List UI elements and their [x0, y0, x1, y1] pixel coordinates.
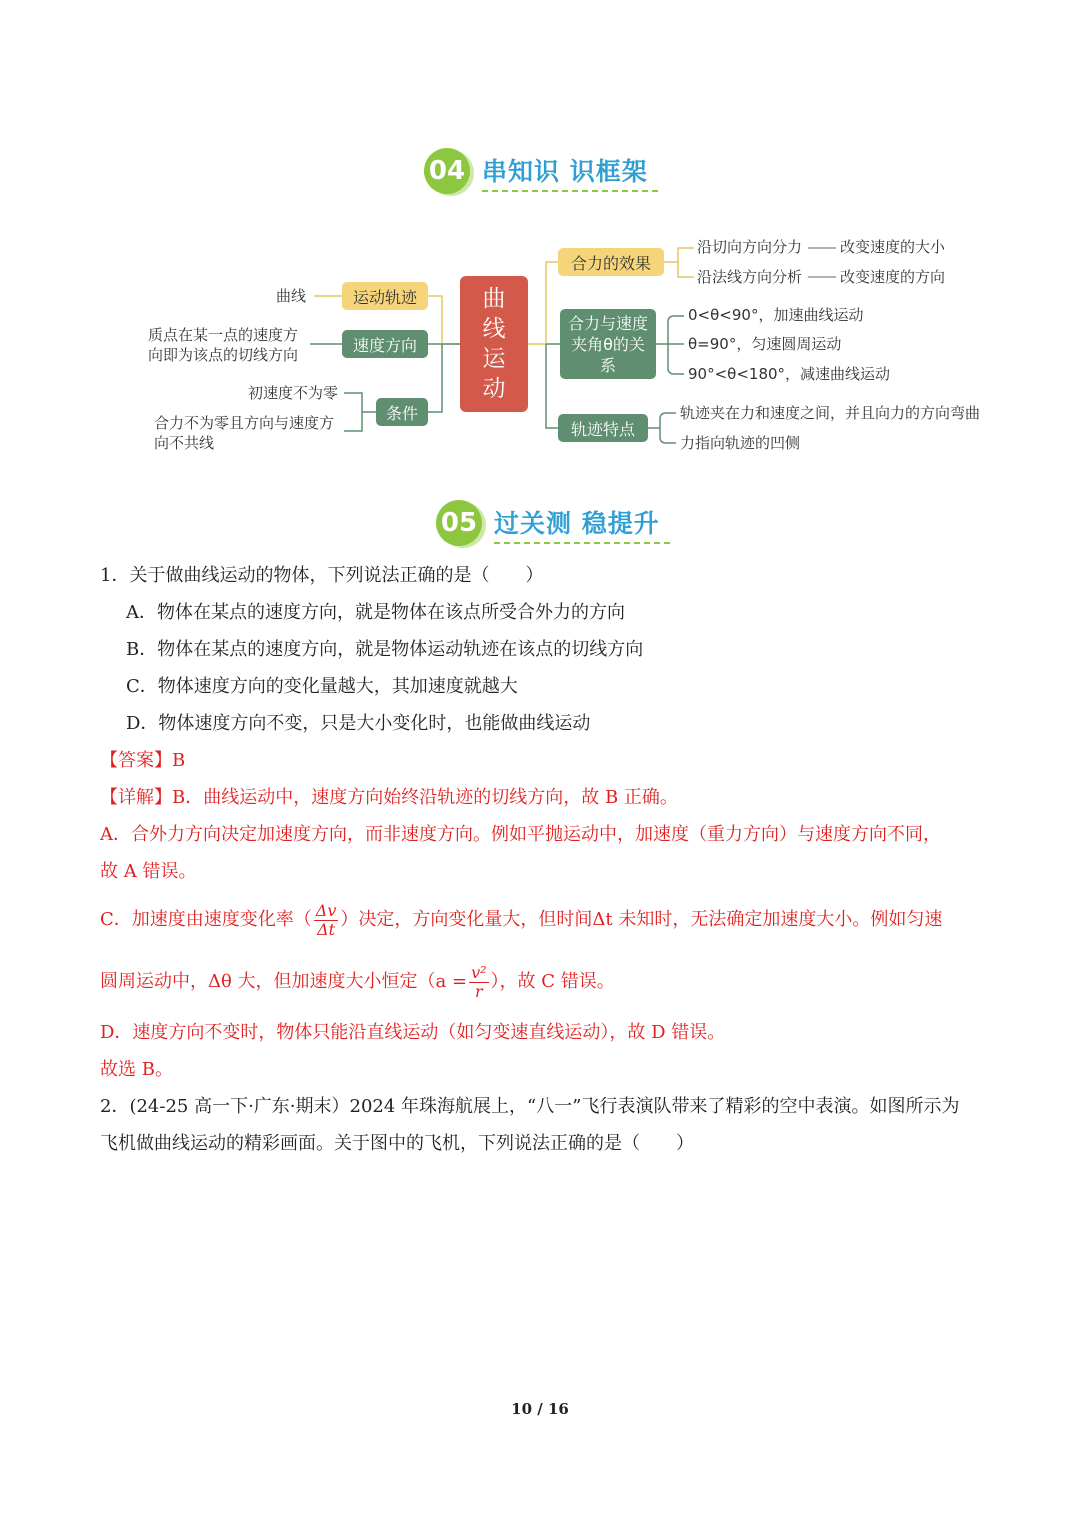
q1-explain-c-part2: ）决定，方向变化量大，但时间Δt 未知时，无法确定加速度大小。例如匀速 [340, 909, 943, 930]
center-char-2: 线 [482, 316, 506, 342]
leaf-effect-2b: 改变速度的方向 [840, 268, 946, 286]
fraction-dv-dt-denominator: Δt [317, 919, 336, 939]
leaf-angle-1: 0<θ<90°，加速曲线运动 [688, 306, 864, 324]
mind-map-center-node [460, 276, 528, 412]
q1-explain-c-line2 [100, 960, 615, 1004]
leaf-angle-3: 90°<θ<180°，减速曲线运动 [688, 365, 891, 383]
q1-explain-a-line2: 故 A 错误。 [100, 861, 197, 882]
center-char-3: 运 [482, 346, 506, 372]
section-05-number: 05 [436, 500, 482, 546]
section-05-heading [436, 496, 676, 552]
leaf-trajectory: 曲线 [276, 287, 307, 305]
q1-explain-a-line1: A．合外力方向决定加速度方向，而非速度方向。例如平抛运动中，加速度（重力方向）与速度方向不同， [100, 824, 941, 845]
node-velocity-direction: 速度方向 [342, 330, 428, 358]
section-05-title: 过关测 稳提升 [494, 509, 660, 538]
leaf-path-2: 力指向轨迹的凹侧 [680, 434, 801, 452]
q1-option-c: C．物体速度方向的变化量越大，其加速度就越大 [126, 676, 518, 697]
q1-option-b: B．物体在某点的速度方向，就是物体运动轨迹在该点的切线方向 [126, 639, 644, 660]
node-trajectory: 运动轨迹 [342, 282, 428, 310]
fraction-v2-r [469, 964, 488, 1001]
q1-explain-c-part4: ），故 C 错误。 [490, 971, 615, 992]
section-05-underline [494, 542, 670, 544]
q1-detail: 【详解】B．曲线运动中，速度方向始终沿轨迹的切线方向，故 B 正确。 [100, 787, 678, 808]
q1-choose: 故选 B。 [100, 1059, 173, 1080]
q1-explain-c-line1 [100, 898, 942, 942]
leaf-effect-1a: 沿切向方向分力 [697, 238, 803, 256]
fraction-v2-r-numerator: v² [471, 962, 487, 982]
page-number: 10 / 16 [511, 1400, 569, 1418]
leaf-angle-2: θ=90°，匀速圆周运动 [688, 335, 842, 353]
node-force-velocity-angle: 合力与速度夹角θ的关系 [560, 309, 656, 379]
node-condition: 条件 [376, 398, 428, 426]
leaf-path-1: 轨迹夹在力和速度之间，并且向力的方向弯曲 [680, 404, 981, 422]
leaf-condition-1: 初速度不为零 [248, 384, 339, 402]
center-char-4: 动 [482, 376, 506, 402]
leaf-effect-1b: 改变速度的大小 [840, 238, 946, 256]
leaf-effect-2a: 沿法线方向分析 [697, 268, 803, 286]
section-04-title: 串知识 识框架 [482, 157, 648, 186]
q1-stem: 1．关于做曲线运动的物体，下列说法正确的是（ ） [100, 565, 544, 586]
section-04-number: 04 [424, 148, 470, 194]
q1-explain-c-part1: C．加速度由速度变化率（ [100, 909, 312, 930]
node-force-effect: 合力的效果 [558, 248, 664, 276]
leaf-condition-2: 合力不为零且方向与速度方向不共线 [154, 414, 335, 452]
fraction-dv-dt [314, 902, 339, 939]
q2-line2: 飞机做曲线运动的精彩画面。关于图中的飞机，下列说法正确的是（ ） [100, 1133, 694, 1154]
fraction-v2-r-denominator: r [474, 981, 483, 1001]
q1-explain-d: D．速度方向不变时，物体只能沿直线运动（如匀变速直线运动），故 D 错误。 [100, 1022, 726, 1043]
q1-option-a: A．物体在某点的速度方向，就是物体在该点所受合外力的方向 [126, 602, 625, 623]
fraction-dv-dt-numerator: Δv [315, 900, 337, 920]
q1-explain-c-part3: 圆周运动中，Δθ 大，但加速度大小恒定（a = [100, 971, 468, 992]
q2-line1: 2．(24-25 高一下·广东·期末）2024 年珠海航展上，“八一”飞行表演队带来了精彩的空中表演。如图所示为 [100, 1096, 960, 1117]
q1-answer: 【答案】B [100, 750, 186, 771]
leaf-velocity-direction: 质点在某一点的速度方向即为该点的切线方向 [148, 326, 299, 364]
center-char-1: 曲 [482, 286, 506, 312]
node-path-feature: 轨迹特点 [558, 414, 648, 442]
q1-option-d: D．物体速度方向不变，只是大小变化时，也能做曲线运动 [126, 713, 591, 734]
